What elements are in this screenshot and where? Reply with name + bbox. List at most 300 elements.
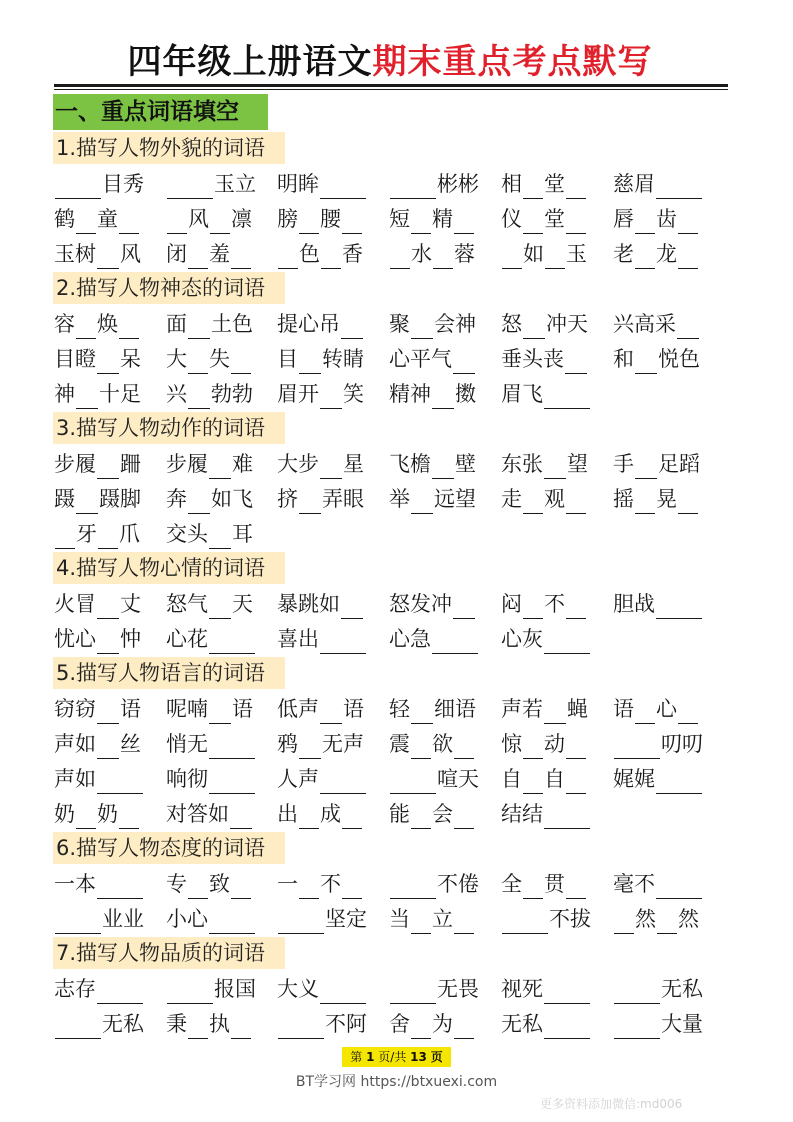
answer-blank[interactable] xyxy=(209,908,255,934)
answer-blank[interactable] xyxy=(209,768,255,794)
answer-blank[interactable] xyxy=(566,208,586,234)
answer-blank[interactable] xyxy=(411,733,431,759)
answer-blank[interactable] xyxy=(656,768,702,794)
answer-blank[interactable] xyxy=(390,873,436,899)
fill-blank-item xyxy=(54,902,164,934)
answer-blank[interactable] xyxy=(657,908,677,934)
fill-blank-item xyxy=(501,972,611,1004)
fill-blank-item xyxy=(166,797,276,829)
word-text: 如 xyxy=(523,242,544,266)
word-text: 步履 xyxy=(54,452,96,476)
fill-blank-item xyxy=(389,762,499,794)
fill-blank-item xyxy=(166,237,276,269)
answer-blank[interactable] xyxy=(545,243,565,269)
word-text: 不拔 xyxy=(549,907,591,931)
answer-blank[interactable] xyxy=(411,313,433,339)
answer-blank[interactable] xyxy=(411,208,431,234)
answer-blank[interactable] xyxy=(411,803,431,829)
answer-blank[interactable] xyxy=(209,628,255,654)
word-text: 土色 xyxy=(211,312,253,336)
answer-blank[interactable] xyxy=(299,803,319,829)
word-row xyxy=(54,517,726,549)
answer-blank[interactable] xyxy=(188,488,210,514)
answer-blank[interactable] xyxy=(188,348,208,374)
answer-blank[interactable] xyxy=(544,453,566,479)
answer-blank[interactable] xyxy=(565,348,587,374)
fill-blank-item xyxy=(166,692,276,724)
page-total: 13 xyxy=(410,1050,427,1064)
answer-blank[interactable] xyxy=(544,1013,590,1039)
answer-blank[interactable] xyxy=(97,593,119,619)
fill-blank-item xyxy=(166,622,276,654)
answer-blank[interactable] xyxy=(635,208,655,234)
word-text: 风 xyxy=(120,242,141,266)
answer-blank[interactable] xyxy=(209,698,231,724)
answer-blank[interactable] xyxy=(167,978,213,1004)
fill-blank-item xyxy=(501,622,611,654)
page-mid: 页/共 xyxy=(378,1050,407,1064)
word-text: 怒 xyxy=(501,312,522,336)
fill-blank-item xyxy=(613,902,723,934)
word-row xyxy=(54,1007,726,1039)
fill-blank-item xyxy=(277,587,387,619)
word-text: 火冒 xyxy=(54,592,96,616)
word-text: 眉飞 xyxy=(501,382,543,406)
word-text: 如飞 xyxy=(211,487,253,511)
answer-blank[interactable] xyxy=(656,593,702,619)
answer-blank[interactable] xyxy=(566,593,586,619)
word-text: 声如 xyxy=(54,767,96,791)
word-text: 轻 xyxy=(389,697,410,721)
answer-blank[interactable] xyxy=(523,173,543,199)
word-text: 对答如 xyxy=(166,802,229,826)
word-text: 惊 xyxy=(501,732,522,756)
title-rule-thin xyxy=(54,89,728,90)
answer-blank[interactable] xyxy=(523,733,543,759)
answer-blank[interactable] xyxy=(635,453,657,479)
word-text: 弄眼 xyxy=(322,487,364,511)
answer-blank[interactable] xyxy=(411,908,431,934)
word-row xyxy=(54,167,726,199)
answer-blank[interactable] xyxy=(454,803,474,829)
answer-blank[interactable] xyxy=(55,173,101,199)
word-text: 响彻 xyxy=(166,767,208,791)
answer-blank[interactable] xyxy=(320,383,342,409)
answer-blank[interactable] xyxy=(299,348,321,374)
word-text: 呢喃 xyxy=(166,697,208,721)
fill-blank-item xyxy=(613,762,723,794)
word-text: 垂头丧 xyxy=(501,347,564,371)
answer-blank[interactable] xyxy=(614,1013,660,1039)
answer-blank[interactable] xyxy=(341,313,363,339)
answer-blank[interactable] xyxy=(320,768,366,794)
word-text: 奶 xyxy=(54,802,75,826)
word-text: 举 xyxy=(389,487,410,511)
answer-blank[interactable] xyxy=(432,453,454,479)
fill-blank-item xyxy=(166,517,276,549)
answer-blank[interactable] xyxy=(321,243,341,269)
answer-blank[interactable] xyxy=(320,698,342,724)
fill-blank-item xyxy=(166,1007,276,1039)
answer-blank[interactable] xyxy=(635,348,657,374)
answer-blank[interactable] xyxy=(210,208,230,234)
answer-blank[interactable] xyxy=(188,1013,208,1039)
answer-blank[interactable] xyxy=(656,173,702,199)
word-text: 堂 xyxy=(544,172,565,196)
word-text: 大义 xyxy=(277,977,319,1001)
answer-blank[interactable] xyxy=(97,243,119,269)
word-text: 手 xyxy=(613,452,634,476)
answer-blank[interactable] xyxy=(678,243,698,269)
answer-blank[interactable] xyxy=(188,243,208,269)
fill-blank-item xyxy=(54,307,164,339)
answer-blank[interactable] xyxy=(209,593,231,619)
fill-blank-item xyxy=(389,167,499,199)
word-text: 目 xyxy=(277,347,298,371)
word-text: 坚定 xyxy=(325,907,367,931)
fill-blank-item xyxy=(501,342,611,374)
answer-blank[interactable] xyxy=(76,313,96,339)
answer-blank[interactable] xyxy=(454,1013,474,1039)
answer-blank[interactable] xyxy=(544,383,590,409)
answer-blank[interactable] xyxy=(656,873,702,899)
answer-blank[interactable] xyxy=(635,488,655,514)
word-text: 摇 xyxy=(613,487,634,511)
word-text: 挤 xyxy=(277,487,298,511)
word-text: 明眸 xyxy=(277,172,319,196)
word-text: 致 xyxy=(209,872,230,896)
answer-blank[interactable] xyxy=(342,873,362,899)
fill-blank-item xyxy=(613,307,723,339)
answer-blank[interactable] xyxy=(76,383,98,409)
answer-blank[interactable] xyxy=(188,383,210,409)
category-heading: 4.描写人物心情的词语 xyxy=(53,552,285,584)
word-text: 结结 xyxy=(501,802,543,826)
answer-blank[interactable] xyxy=(320,173,366,199)
fill-blank-item xyxy=(277,622,387,654)
answer-blank[interactable] xyxy=(209,733,255,759)
word-text: 欲 xyxy=(432,732,453,756)
word-text: 悄无 xyxy=(166,732,208,756)
answer-blank[interactable] xyxy=(544,978,590,1004)
category-heading: 1.描写人物外貌的词语 xyxy=(53,132,285,164)
word-text: 鹤 xyxy=(54,207,75,231)
word-text: 彬彬 xyxy=(437,172,479,196)
fill-blank-item xyxy=(166,587,276,619)
word-text: 一本 xyxy=(54,872,96,896)
answer-blank[interactable] xyxy=(299,208,319,234)
word-text: 震 xyxy=(389,732,410,756)
word-text: 怒发冲 xyxy=(389,592,452,616)
fill-blank-item xyxy=(54,972,164,1004)
fill-blank-item xyxy=(501,237,611,269)
answer-blank[interactable] xyxy=(320,453,342,479)
answer-blank[interactable] xyxy=(76,488,98,514)
answer-blank[interactable] xyxy=(167,208,187,234)
fill-blank-item xyxy=(277,447,387,479)
word-text: 焕 xyxy=(97,312,118,336)
word-text: 忡 xyxy=(120,627,141,651)
fill-blank-item xyxy=(501,377,611,409)
answer-blank[interactable] xyxy=(677,313,699,339)
answer-blank[interactable] xyxy=(55,1013,101,1039)
word-text: 勃勃 xyxy=(211,382,253,406)
fill-blank-item xyxy=(501,797,611,829)
word-text: 相 xyxy=(501,172,522,196)
word-text: 立 xyxy=(432,907,453,931)
answer-blank[interactable] xyxy=(454,908,474,934)
fill-blank-item xyxy=(277,377,387,409)
answer-blank[interactable] xyxy=(523,768,543,794)
word-text: 闭 xyxy=(166,242,187,266)
answer-blank[interactable] xyxy=(566,873,586,899)
fill-blank-item xyxy=(389,587,499,619)
word-text: 奔 xyxy=(166,487,187,511)
word-text: 蹑脚 xyxy=(99,487,141,511)
fill-blank-item xyxy=(613,447,723,479)
answer-blank[interactable] xyxy=(678,208,698,234)
watermark: 更多资料添加微信:md006 xyxy=(540,1097,683,1111)
fill-blank-item xyxy=(389,1007,499,1039)
word-text: 然 xyxy=(678,907,699,931)
word-text: 自 xyxy=(501,767,522,791)
word-text: 毫不 xyxy=(613,872,655,896)
answer-blank[interactable] xyxy=(342,803,362,829)
word-text: 飞檐 xyxy=(389,452,431,476)
word-text: 玉 xyxy=(566,242,587,266)
fill-blank-item xyxy=(389,622,499,654)
answer-blank[interactable] xyxy=(453,348,475,374)
word-text: 执 xyxy=(209,1012,230,1036)
fill-blank-item xyxy=(277,307,387,339)
word-row xyxy=(54,867,726,899)
answer-blank[interactable] xyxy=(98,523,118,549)
answer-blank[interactable] xyxy=(209,453,231,479)
answer-blank[interactable] xyxy=(614,908,634,934)
answer-blank[interactable] xyxy=(230,803,252,829)
answer-blank[interactable] xyxy=(320,978,366,1004)
word-text: 不 xyxy=(320,872,341,896)
category-heading: 6.描写人物态度的词语 xyxy=(53,832,285,864)
answer-blank[interactable] xyxy=(544,803,590,829)
answer-blank[interactable] xyxy=(678,488,698,514)
answer-blank[interactable] xyxy=(231,1013,251,1039)
answer-blank[interactable] xyxy=(188,873,208,899)
answer-blank[interactable] xyxy=(635,243,655,269)
word-text: 专 xyxy=(166,872,187,896)
word-text: 东张 xyxy=(501,452,543,476)
answer-blank[interactable] xyxy=(566,768,586,794)
answer-blank[interactable] xyxy=(167,173,213,199)
fill-blank-item xyxy=(277,167,387,199)
page-title xyxy=(54,40,726,84)
fill-blank-item xyxy=(54,692,164,724)
word-text: 目秀 xyxy=(102,172,144,196)
word-text: 闷 xyxy=(501,592,522,616)
word-text: 望 xyxy=(567,452,588,476)
answer-blank[interactable] xyxy=(433,243,453,269)
word-text: 蹑 xyxy=(54,487,75,511)
answer-blank[interactable] xyxy=(209,523,231,549)
fill-blank-item xyxy=(166,377,276,409)
word-text: 蓉 xyxy=(454,242,475,266)
answer-blank[interactable] xyxy=(299,488,321,514)
word-text: 无私 xyxy=(661,977,703,1001)
answer-blank[interactable] xyxy=(97,733,119,759)
answer-blank[interactable] xyxy=(566,488,586,514)
fill-blank-item xyxy=(54,482,164,514)
answer-blank[interactable] xyxy=(390,243,410,269)
fill-blank-item xyxy=(54,342,164,374)
word-text: 神 xyxy=(54,382,75,406)
word-text: 步履 xyxy=(166,452,208,476)
fill-blank-item xyxy=(54,762,164,794)
fill-blank-item xyxy=(389,342,499,374)
word-text: 牙 xyxy=(76,522,97,546)
fill-blank-item xyxy=(166,727,276,759)
word-row xyxy=(54,307,726,339)
fill-blank-item xyxy=(54,202,164,234)
fill-blank-item xyxy=(389,237,499,269)
answer-blank[interactable] xyxy=(390,173,436,199)
answer-blank[interactable] xyxy=(432,628,478,654)
fill-blank-item xyxy=(613,587,723,619)
answer-blank[interactable] xyxy=(55,523,75,549)
word-text: 全 xyxy=(501,872,522,896)
fill-blank-item xyxy=(613,692,723,724)
word-text: 兴高采 xyxy=(613,312,676,336)
answer-blank[interactable] xyxy=(76,208,96,234)
answer-blank[interactable] xyxy=(231,873,251,899)
answer-blank[interactable] xyxy=(390,768,436,794)
fill-blank-item xyxy=(166,762,276,794)
word-text: 香 xyxy=(342,242,363,266)
answer-blank[interactable] xyxy=(97,978,143,1004)
category-heading: 7.描写人物品质的词语 xyxy=(53,937,285,969)
word-text: 大量 xyxy=(661,1012,703,1036)
answer-blank[interactable] xyxy=(278,1013,324,1039)
answer-blank[interactable] xyxy=(411,698,433,724)
answer-blank[interactable] xyxy=(635,698,655,724)
word-text: 仪 xyxy=(501,207,522,231)
answer-blank[interactable] xyxy=(411,1013,431,1039)
word-row xyxy=(54,902,726,934)
answer-blank[interactable] xyxy=(566,733,586,759)
answer-blank[interactable] xyxy=(278,908,324,934)
answer-blank[interactable] xyxy=(454,208,474,234)
answer-blank[interactable] xyxy=(523,488,543,514)
word-text: 鸦 xyxy=(277,732,298,756)
answer-blank[interactable] xyxy=(454,733,474,759)
answer-blank[interactable] xyxy=(55,908,101,934)
answer-blank[interactable] xyxy=(320,628,366,654)
answer-blank[interactable] xyxy=(614,733,660,759)
word-text: 短 xyxy=(389,207,410,231)
answer-blank[interactable] xyxy=(432,383,454,409)
answer-blank[interactable] xyxy=(341,593,363,619)
page-indicator xyxy=(342,1047,451,1067)
fill-blank-item xyxy=(277,482,387,514)
answer-blank[interactable] xyxy=(97,698,119,724)
word-text: 精神 xyxy=(389,382,431,406)
word-text: 膀 xyxy=(277,207,298,231)
word-text: 叨叨 xyxy=(661,732,703,756)
word-text: 贯 xyxy=(544,872,565,896)
fill-blank-item xyxy=(389,797,499,829)
answer-blank[interactable] xyxy=(566,173,586,199)
answer-blank[interactable] xyxy=(119,313,139,339)
answer-blank[interactable] xyxy=(502,243,522,269)
answer-blank[interactable] xyxy=(342,208,362,234)
fill-blank-item xyxy=(54,727,164,759)
answer-blank[interactable] xyxy=(97,768,143,794)
answer-blank[interactable] xyxy=(523,593,543,619)
word-text: 星 xyxy=(343,452,364,476)
answer-blank[interactable] xyxy=(390,978,436,1004)
word-text: 色 xyxy=(299,242,320,266)
answer-blank[interactable] xyxy=(299,733,321,759)
word-row xyxy=(54,972,726,1004)
word-text: 成 xyxy=(320,802,341,826)
answer-blank[interactable] xyxy=(97,873,143,899)
answer-blank[interactable] xyxy=(411,488,433,514)
answer-blank[interactable] xyxy=(544,698,566,724)
word-text: 晃 xyxy=(656,487,677,511)
word-text: 聚 xyxy=(389,312,410,336)
fill-blank-item xyxy=(501,167,611,199)
answer-blank[interactable] xyxy=(523,208,543,234)
word-text: 人声 xyxy=(277,767,319,791)
answer-blank[interactable] xyxy=(97,453,119,479)
answer-blank[interactable] xyxy=(678,698,698,724)
word-text: 凛 xyxy=(231,207,252,231)
answer-blank[interactable] xyxy=(523,313,545,339)
fill-blank-item xyxy=(613,342,723,374)
fill-blank-item xyxy=(613,867,723,899)
word-text: 不 xyxy=(544,592,565,616)
section-heading: 一、重点词语填空 xyxy=(53,94,268,130)
title-rule-thick xyxy=(54,84,728,87)
word-row xyxy=(54,762,726,794)
answer-blank[interactable] xyxy=(76,803,96,829)
answer-blank[interactable] xyxy=(97,628,119,654)
answer-blank[interactable] xyxy=(614,978,660,1004)
word-text: 当 xyxy=(389,907,410,931)
word-text: 大 xyxy=(166,347,187,371)
answer-blank[interactable] xyxy=(119,803,139,829)
fill-blank-item xyxy=(613,167,723,199)
word-row xyxy=(54,727,726,759)
fill-blank-item xyxy=(54,167,164,199)
answer-blank[interactable] xyxy=(502,908,548,934)
answer-blank[interactable] xyxy=(97,348,119,374)
answer-blank[interactable] xyxy=(231,348,251,374)
answer-blank[interactable] xyxy=(453,593,475,619)
answer-blank[interactable] xyxy=(299,873,319,899)
word-row xyxy=(54,377,726,409)
answer-blank[interactable] xyxy=(119,208,139,234)
answer-blank[interactable] xyxy=(544,628,590,654)
word-text: 耳 xyxy=(232,522,253,546)
answer-blank[interactable] xyxy=(231,243,251,269)
word-text: 目瞪 xyxy=(54,347,96,371)
answer-blank[interactable] xyxy=(278,243,298,269)
answer-blank[interactable] xyxy=(188,313,210,339)
word-text: 业业 xyxy=(102,907,144,931)
word-text: 奶 xyxy=(97,802,118,826)
answer-blank[interactable] xyxy=(523,873,543,899)
fill-blank-item xyxy=(389,867,499,899)
